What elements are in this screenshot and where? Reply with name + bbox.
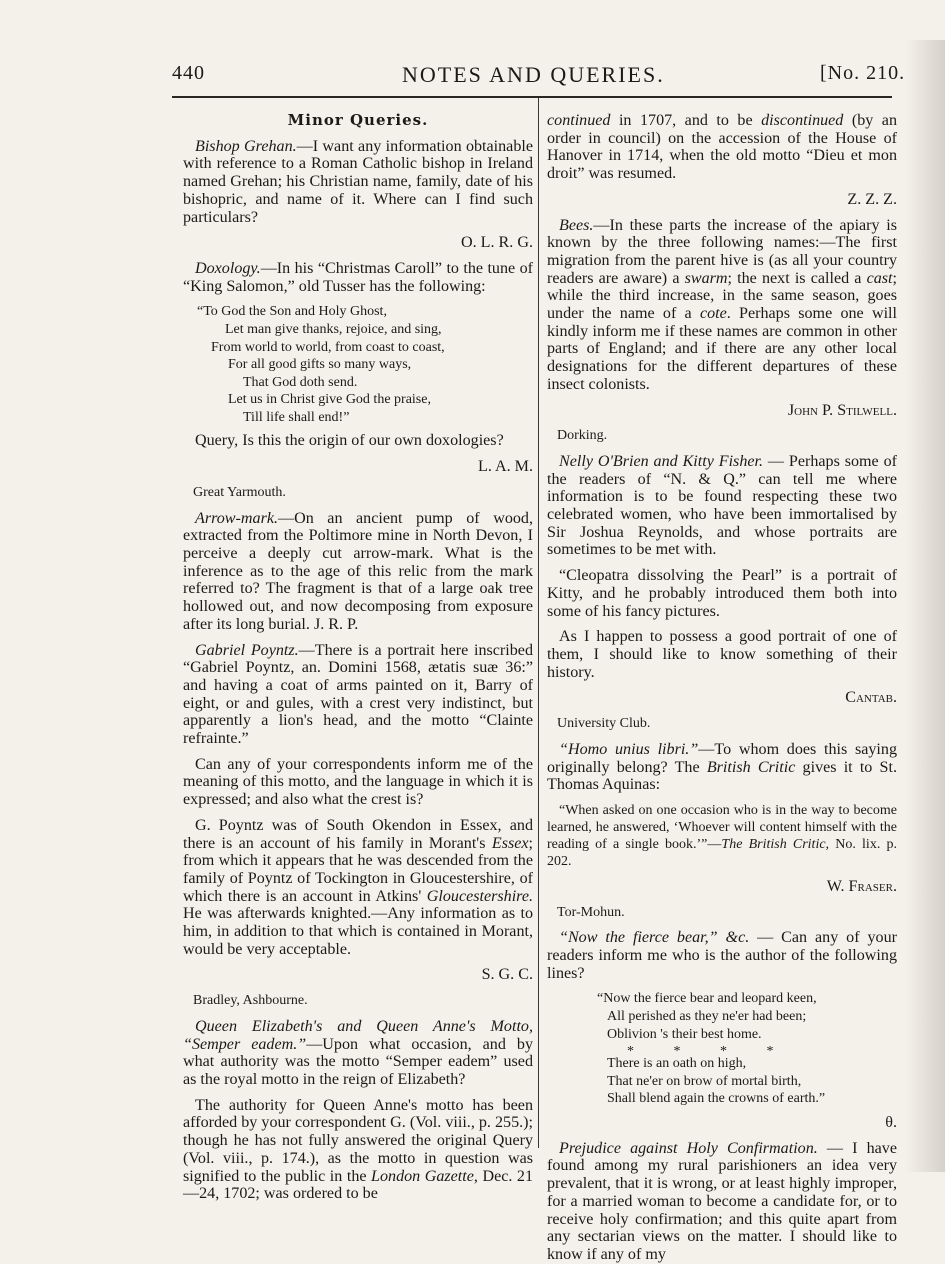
quotation <box>547 802 897 870</box>
verse-line: There is an oath on high, <box>607 1056 747 1072</box>
query-heading: Gabriel Poyntz. <box>195 641 299 659</box>
left-column <box>183 111 533 1203</box>
query-arrow-mark <box>183 510 533 634</box>
text-run: gives it to St. Thomas Aquinas: <box>547 758 897 794</box>
verse-line: That ne'er on brow of mortal birth, <box>607 1073 802 1089</box>
signature: John P. Stilwell. <box>787 401 897 419</box>
verse-line: Till life shall end!” <box>243 409 350 425</box>
verse-line: That God doth send. <box>243 374 358 390</box>
verse-line: From world to world, from coast to coast, <box>211 339 445 355</box>
emphasis: discontinued <box>761 112 844 129</box>
query-doxology <box>183 260 533 295</box>
query-heading: “Now the fierce bear,” <box>559 929 718 947</box>
query-heading: Queen Elizabeth's and Queen Anne's Motto, “Semper eadem.” <box>183 1017 533 1053</box>
text-run: ; the next is called a <box>727 269 867 287</box>
signature: O. L. R. G. <box>461 234 533 252</box>
place-name: Great Yarmouth. <box>193 484 286 500</box>
query-body: —On an ancient pump of wood, extracted from the Poltimore mine in North Devon, I perceive a deeply cut arrow-mark. What is the inference as to the age of this relic from the mark referred to? The fragment is that of a large oak tree hollowed out, and now decomposing from exposure after its long burial. <box>183 509 533 633</box>
quote-source: The British Critic, <box>721 836 830 852</box>
paragraph: As I happen to possess a good portrait of one of them, I should like to know something of their history. <box>547 628 897 681</box>
query-line: Query, Is this the origin of our own doxologies? <box>195 432 504 450</box>
signature: S. G. C. <box>481 966 533 984</box>
query-heading: Bishop Grehan. <box>195 137 297 155</box>
query-body: — I have found among my rural parishioners an idea very prevalent, that it is wrong, or at least highly improper, for a married woman to become a candidate for, or to receive holy confirmation; and this quite apart from any sectarian views on the matter. I should like to know if any of my <box>547 1139 897 1263</box>
query-heading: Arrow-mark. <box>195 509 278 527</box>
book-title: British Critic <box>706 758 796 776</box>
verse-line: For all good gifts so many ways, <box>228 357 412 373</box>
text-run: ; while the third increase, in the same season, goes under the name of a <box>547 269 897 323</box>
signature: L. A. M. <box>478 458 533 476</box>
term: swarm <box>684 269 728 287</box>
verse-block <box>547 990 897 1108</box>
verse-line: Let us in Christ give God the praise, <box>228 392 431 408</box>
book-title: Essex <box>491 834 529 852</box>
signature: θ. <box>885 1113 897 1131</box>
text-run: G. Poyntz was of South Okendon in Essex, and there is an account of his family in Morant's <box>183 816 533 852</box>
running-title: NOTES AND QUERIES. <box>402 62 665 87</box>
query-heading: “Homo unius libri.” <box>559 740 699 758</box>
query-heading: Prejudice against Holy Confirmation. <box>559 1139 818 1157</box>
place-name: Dorking. <box>557 428 608 444</box>
query-bees <box>547 217 897 394</box>
term: cast <box>866 269 893 287</box>
term: cote <box>699 305 727 323</box>
query-body: —Upon what occasion, and by what authority was the motto “Semper eadem” used as the royal motto in the reign of Elizabeth? <box>183 1035 533 1088</box>
query-body: —There is a portrait here inscribed “Gabriel Poyntz, an. Domini 1568, ætatis suæ 36:” and having a coat of arms painted on it, Barry of eight, or and gules, with a crest very indistinct, but apparently a lion's head, and the motto “Clainte refrainte.” <box>183 641 533 748</box>
right-column <box>547 112 897 1263</box>
verse-line: “To God the Son and Holy Ghost, <box>197 304 387 320</box>
text-run: ; from which it appears that he was descended from the family of Poyntz of Tockington in Gloucestershire, of which there is an account in Atkins' <box>183 834 533 905</box>
etc: &c. <box>717 929 750 947</box>
verse-block <box>183 303 533 426</box>
text-run: The authority for Queen Anne's motto has been afforded by your correspondent G. (Vol. viii., p. 255.); though he has not fully answered the original Query (Vol. viii., p. 174.), as the motto in question was signified to the public in the <box>183 1096 533 1185</box>
paragraph <box>183 817 533 959</box>
query-homo-unius-libri <box>547 741 897 794</box>
query-bishop-grehan <box>183 138 533 227</box>
verse-line: All perished as they ne'er had been; <box>607 1009 807 1025</box>
paragraph: “Cleopatra dissolving the Pearl” is a portrait of Kitty, and he probably introduced them both into some of his fancy pictures. <box>547 567 897 620</box>
query-body: — Can any of your readers inform me who is the author of the following lines? <box>547 929 897 982</box>
text-run: —In these parts the increase of the apiary is known by the three following names:—The first migration from the parent hive is (as all your country readers are aware) a <box>547 216 897 287</box>
verse-line: Shall blend again the crowns of earth.” <box>607 1091 826 1107</box>
place-name: Bradley, Ashbourne. <box>193 993 308 1009</box>
newspaper-title: London Gazette <box>371 1167 474 1185</box>
continued-paragraph <box>547 112 897 183</box>
place-name: University Club. <box>557 716 651 732</box>
header-rule <box>172 96 892 98</box>
emphasis: continued <box>547 112 611 129</box>
page-edge-shadow <box>905 40 945 1172</box>
text-run: —To whom does this saying originally belong? The <box>547 740 897 776</box>
paragraph <box>183 1097 533 1203</box>
text-run: He was afterwards knighted.—Any information as to him, in addition to that which is contained in Morant, would be very acceptable. <box>183 905 533 958</box>
query-heading: Nelly O'Brien and Kitty Fisher. <box>559 452 764 470</box>
signature: J. R. P. <box>313 615 359 633</box>
verse-line: “Now the fierce bear and leopard keen, <box>597 991 817 1007</box>
signature: Cantab. <box>845 689 897 707</box>
verse-break-stars: * * * * <box>627 1044 792 1060</box>
column-divider <box>538 98 539 1148</box>
text-run: , Dec. 21—24, 1702; was ordered to be <box>183 1167 533 1203</box>
query-prejudice-confirmation <box>547 1140 897 1264</box>
query-body: —In his “Christmas Caroll” to the tune of “King Salomon,” old Tusser has the following: <box>183 259 533 295</box>
signature: W. Fraser. <box>826 877 897 895</box>
query-body: — Perhaps some of the readers of “N. & Q.” can tell me where information is to be found respecting these two celebrated women, who have been immortalised by Sir Joshua Reynolds, and whose portraits are sometimes to be met with. <box>547 452 897 559</box>
query-body: —I want any information obtainable with reference to a Roman Catholic bishop in Ireland named Grehan; his Christian name, family, date of his bishopric, and name of it. Where can I find such particulars? <box>183 137 533 226</box>
place-name: Tor-Mohun. <box>557 904 625 920</box>
query-nelly-obrien <box>547 453 897 559</box>
page-number: 440 <box>172 62 205 84</box>
signature: Z. Z. Z. <box>847 190 897 208</box>
quote-text: “When asked on one occasion who is in the way to become learned, he answered, ‘Whoever will content himself with the reading of a single book.’”— <box>547 802 897 852</box>
query-heading: Bees. <box>559 216 594 234</box>
query-heading: Doxology. <box>195 259 261 277</box>
verse-line: Oblivion 's their best home. <box>607 1026 762 1042</box>
text-run: in 1707, and to be <box>610 112 762 129</box>
quote-reference: No. lix. p. 202. <box>547 836 897 869</box>
book-title: Gloucestershire. <box>426 887 533 905</box>
paragraph: Can any of your correspondents inform me of the meaning of this motto, and the language in which it is expressed; and also what the crest is? <box>183 755 533 809</box>
text-run: (by an order in council) on the accession of the House of Hanover in 1714, when the old motto “Dieu et mon droit” was resumed. <box>547 112 897 183</box>
query-gabriel-poyntz <box>183 642 533 748</box>
query-fierce-bear <box>547 929 897 982</box>
verse-line: Let man give thanks, rejoice, and sing, <box>225 321 442 337</box>
text-run: . Perhaps some one will kindly inform me if these names are common in other parts of England; and if there are any other local designations for the different departures of these insect colonists. <box>547 305 897 393</box>
section-title: Minor Queries. <box>287 111 429 129</box>
issue-number: [No. 210. <box>820 62 906 84</box>
query-semper-eadem <box>183 1018 533 1089</box>
